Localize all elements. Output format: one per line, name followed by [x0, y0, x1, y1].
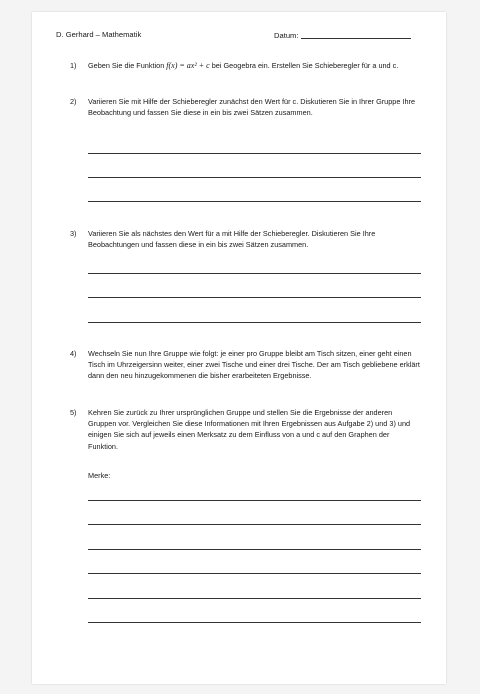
- answer-line[interactable]: [88, 153, 421, 154]
- task-number: 4): [70, 349, 77, 358]
- answer-line[interactable]: [88, 500, 421, 501]
- answer-line[interactable]: [88, 573, 421, 574]
- worksheet-page: [32, 12, 446, 684]
- task-number: 2): [70, 97, 77, 106]
- task-2: [70, 96, 420, 118]
- date-field: [274, 30, 411, 40]
- task-text-part: Geben Sie die Funktion: [88, 61, 167, 70]
- task-number: 1): [70, 61, 77, 70]
- answer-line[interactable]: [88, 622, 421, 623]
- task-3: [70, 228, 420, 250]
- answer-line[interactable]: [88, 549, 421, 550]
- task-5: [70, 407, 420, 452]
- answer-line[interactable]: [88, 273, 421, 274]
- task-text: Wechseln Sie nun Ihre Gruppe wie folgt: je einer pro Gruppe bleibt am Tisch sitzen, einer geht einen Tisch im Uhrzeigersinn weiter, einer zwei Tische und einer drei Tische. Der am Tisch gebliebene erklärt dann den neu hinzugekommenen die bisher erarbeiteten Ergebnisse.: [88, 349, 420, 381]
- date-blank-line[interactable]: [301, 30, 411, 39]
- answer-line[interactable]: [88, 322, 421, 323]
- function-formula: f(x) = ax² + c: [166, 61, 210, 70]
- date-label: Datum:: [274, 31, 299, 40]
- author-subject: D. Gerhard – Mathematik: [56, 30, 142, 39]
- task-text: [88, 60, 420, 71]
- answer-line[interactable]: [88, 201, 421, 202]
- answer-line[interactable]: [88, 297, 421, 298]
- task-number: 3): [70, 229, 77, 238]
- answer-line[interactable]: [88, 524, 421, 525]
- task-text: Variieren Sie mit Hilfe der Schieberegler zunächst den Wert für c. Diskutieren Sie in Ihrer Gruppe Ihre Beobachtung und fassen Sie diese in ein bis zwei Sätzen zusammen.: [88, 97, 416, 118]
- task-1: [70, 60, 420, 71]
- task-text-part: bei Geogebra ein. Erstellen Sie Schieberegler für a und c.: [209, 61, 399, 70]
- task-text: Kehren Sie zurück zu Ihrer ursprünglichen Gruppe und stellen Sie die Ergebnisse der anderen Gruppen vor. Vergleichen Sie diese Informationen mit Ihren Ergebnissen aus Aufgabe 2) und 3) und einigen Sie sich auf jeweils einen Merksatz zu dem Einfluss von a und c auf den Graphen der Funktion.: [88, 408, 411, 451]
- answer-line[interactable]: [88, 598, 421, 599]
- task-4: [70, 348, 420, 382]
- task-number: 5): [70, 408, 77, 417]
- task-text: Variieren Sie als nächstes den Wert für a mit Hilfe der Schieberegler. Diskutieren Sie Ihre Beobachtungen und fassen diese in ein bis zwei Sätzen zusammen.: [88, 229, 376, 250]
- merke-label: Merke:: [88, 471, 111, 480]
- answer-line[interactable]: [88, 177, 421, 178]
